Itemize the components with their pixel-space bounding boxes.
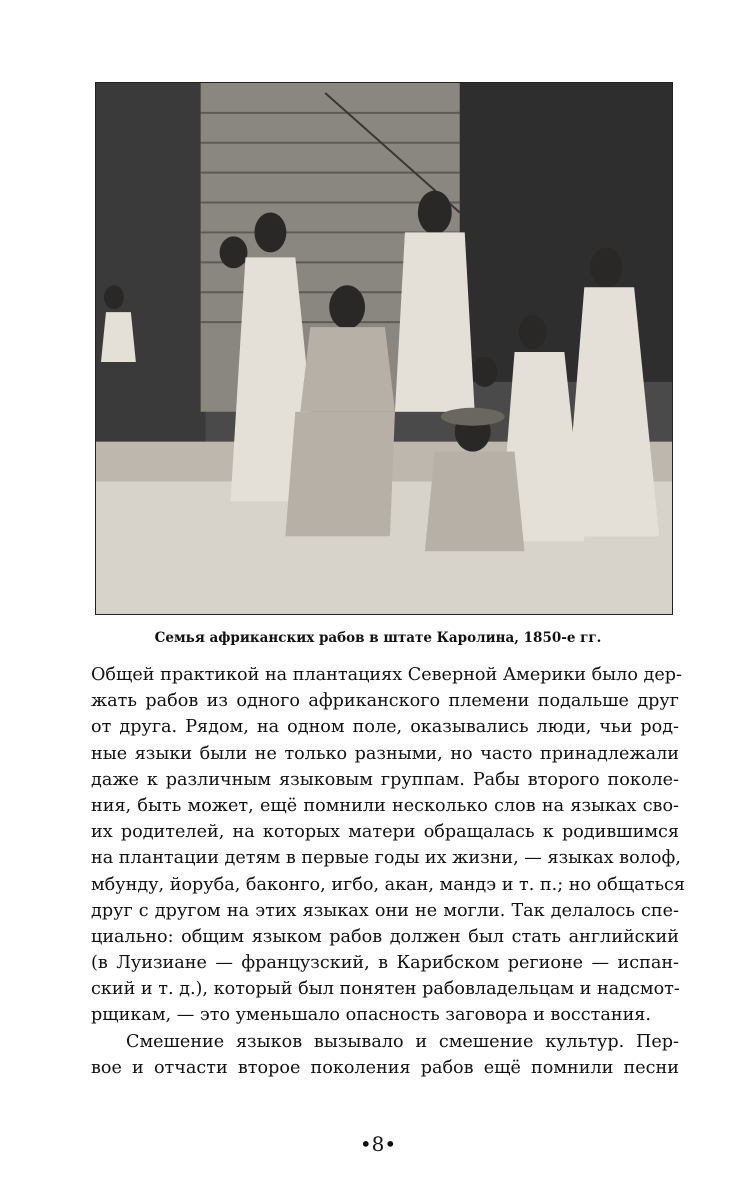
photo-illustration bbox=[96, 83, 672, 614]
text-line: Общей практикой на плантациях Северной Америки было дер- bbox=[91, 665, 682, 685]
text-line: (в Луизиане — французский, в Карибском регионе — испан- bbox=[91, 953, 679, 974]
text-line: мбунду, йоруба, баконго, игбо, акан, мандэ и т. п.; но общаться bbox=[91, 874, 685, 895]
text-line: вое и отчасти второе поколения рабов ещё помнили песни bbox=[91, 1057, 679, 1078]
text-line: Смешение языков вызывало и смешение культур. Пер- bbox=[126, 1031, 679, 1052]
text-line: ния, быть может, ещё помнили несколько слов на языках сво- bbox=[91, 795, 679, 816]
text-line: их родителей, на которых матери обращалась к родившимся bbox=[91, 822, 679, 843]
page-number: •8• bbox=[359, 1132, 397, 1156]
text-line: ский и т. д.), который был понятен рабовладельцам и надсмот- bbox=[91, 979, 680, 1000]
text-line: циально: общим языком рабов должен был стать английский bbox=[91, 926, 679, 947]
text-line: даже к различным языковым группам. Рабы второго поколе- bbox=[91, 769, 679, 790]
text-line: ные языки были не только разными, но часто принадлежали bbox=[91, 743, 679, 764]
text-line: от друга. Рядом, на одном поле, оказывались люди, чьи род- bbox=[91, 717, 679, 738]
historical-photo bbox=[95, 82, 673, 615]
text-line: жать рабов из одного африканского племени подальше друг bbox=[91, 691, 679, 712]
body-text bbox=[91, 662, 685, 1081]
text-line: на плантации детям в первые годы их жизни, — языках волоф, bbox=[91, 848, 681, 869]
text-line: рщикам, — это уменьшало опасность заговора и восстания. bbox=[91, 1005, 651, 1026]
figure-caption: Семья африканских рабов в штате Каролина, 1850-е гг. bbox=[154, 630, 602, 646]
text-line: друг с другом на этих языках они не могли. Так делалось спе- bbox=[91, 900, 679, 921]
